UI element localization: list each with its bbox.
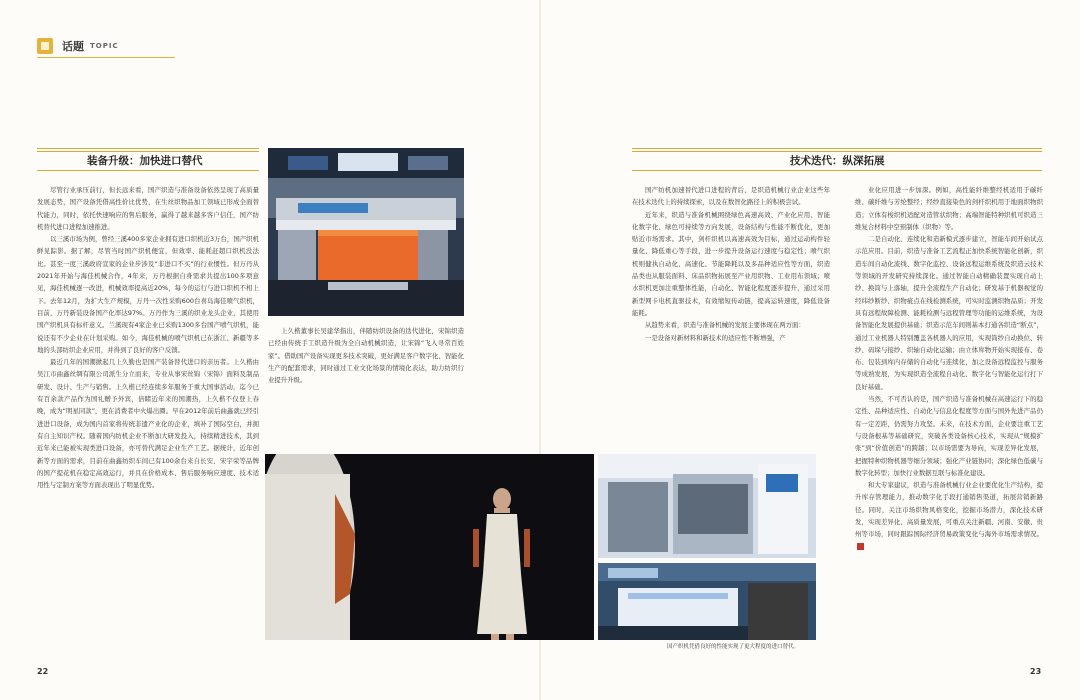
paragraph: 最近几年的国潮掀起几上久勤也是国产装备替代进口的亲历者。上久楷由吴江市曲鑫丝绸有限公司派生分立而来，专业从事宋丝锦（宋锦）面料及制品研发、设计、生产与销售。上久楷已经连续多年服务于重大国事活动，迄今已有百余款产品作为国礼赠予外宾，倍睹近年来的国潮热，上久楷不仅登上春晚，成为“明星同款”，更在消费者中火爆出圈。早在2012年前后曲鑫就已经引进进口设备，成为国内首家将传统非遗产业化的企业，填补了国际空白，并拥有自主知识产权。随着国内纺机企业不断加大研发投入，持续精进技术，其到近年来已能被实现类进口设备，亦可替代满足企业生产工艺。据统计，近年创新等方面的需求，目前在曲鑫纺织车间已有100余台来自长安、宋宇荣等品牌的国产提花机在稳定高效运行，并且在价格成本、售后服务响应速度、技术适用性与定制方案等方面表现出了明显优势。 (37, 358, 259, 490)
paragraph: 近年来，织造与准备机械围绕绿色高速高效、产业化应用、智能化数字化、绿色可持续等方向发展，设备结构与性能不断优化，更加贴近市场需求。其中，剑杆织机以高速高效为目标，通过运动构件轻量化、降低重心等手段，进一步提升设备运行速度与稳定性；喷气织机则健执自动化、高速化、节能降耗以及多品种适应性等方面，织造品类也从服装面料、床品织物拓展至产业用织物、工业用布领域；喷水织机更加注重整体性能，自动化、智能化程度逐步提升，通过采用新型网卡电机直驱技术，有效缩短传动链，提高运转速度，降低设备能耗。 (632, 210, 830, 317)
photo-caption: 国产织机凭借良好的性能实现了更大程度的进口替代。 (667, 644, 800, 650)
page-number-right: 23 (1030, 667, 1042, 676)
left-column-1 (37, 184, 259, 644)
paragraph: 从趋势来看，织造与准备机械的发展主要体现在两方面： (645, 321, 805, 330)
left-section-title: 装备升级：加快进口替代 (87, 155, 203, 167)
header-rule (37, 57, 175, 58)
paragraph-text: 和大专家建议，织造与准备机械行业企业要优化生产结构，提升库存管理能力，推动数字化手段打通销售渠道，拓展营销新路径。同时，关注市场织物风格变化，挖掘市场潜力，深化技术研发，实现差异化、高质量发展，可重点关注新疆、河南、安徽、贵州等市场，同时跟踪国际经济贸易政策变化与海外市场需求情况。 (855, 481, 1043, 539)
runway-photo (265, 454, 594, 640)
factory-illustration-2 (598, 563, 816, 640)
paragraph: 以三溪市场为例，曾经三溪400多家企业拥有进口织机近3万台，国产织机鲜见踪影。据了解，尽管当时国产织机便宜，但效率、能耗赶超口织机没法比。甚至一度三溪政府宣家的企业步涉及“非进口不买”的行业惯性。但万丹从2021年开始与海佳机械合作，4年来，万丹根据自身需求共提出100多项意见，海佳机械逐一改进，机械效率提高近20%，每今的运行与进口织机不相上下。去年12月，为扩大生产规模，万丹一次性采购600台喜岛海佳喷气织机，目前，万丹新装设备国产化率达97%。万丹作为三溪的织业龙头企业，其使用国产织机具有标杆意义。兰溪现有4家企业已采购1300多台国产喷气织机，能说还有不少企业在计划采购。如今，海佳机械的喷气织机已在浙江、新疆等多地的头部纺织企业应用，并得到了良好的客户反馈。 (37, 235, 259, 354)
section-name: 话题 (62, 40, 84, 53)
left-section-heading (37, 148, 259, 166)
paragraph: 国产纺机加速替代进口进程的背后，是织造机械行业企业这些年在技术迭代上的持续探索，以及在数智化路径上的积极尝试。 (632, 186, 830, 207)
left-column-2 (268, 325, 464, 445)
loom-illustration (268, 148, 464, 316)
paragraph: 当然，不可否认的是，国产织造与准备机械在高速运行下的稳定性、品种适应性、自动化与信息化程度等方面与国外先进产品仍有一定差距，仍需努力攻坚。未来，在技术方面，企业要注重工艺与设备根基等基础研究，突破各类设备核心技术，实现从“规模扩张”到“价值创造”的跨越；以市场需要为导向，实现差异化发展，把握特种织物机器等细分领域；强化产业链协同；深化绿色低碳与数字化转型；加快行业数据互联与标准化建设。 (855, 395, 1043, 477)
section-icon (37, 38, 53, 54)
runway-illustration (265, 454, 594, 640)
factory-illustration-1 (598, 454, 816, 558)
right-column-2 (855, 184, 1043, 649)
section-header (37, 38, 119, 54)
paragraph: 业化应用进一步加深。例如，高性能纤维整经机适用于碳纤维、碳纤维与芳纶整经；经纱直接染色的剑杆织机用于地面织物织造；立体有梭织机适配对造管状织物；高端智能特种织机可织造三维复合材料中空预制体（织物）等。 (855, 186, 1043, 231)
end-mark-icon (857, 543, 864, 550)
factory-photo-1 (598, 454, 816, 558)
paragraph (855, 479, 1043, 553)
right-column-1 (632, 184, 830, 434)
loom-photo (268, 148, 464, 316)
right-section-title: 技术迭代：纵深拓展 (790, 155, 885, 167)
paragraph: 一是设备对新材料和新技术的适应性不断增强，产 (645, 333, 786, 342)
paragraph: 上久楷董事长吴建华指出，伴随纺织设备的迭代进化，宋锦织造已经由传统手工织造升级为全自动机械织造，让宋锦“飞入寻常百姓家”。借助国产设备实现更多技术突破，更好满足客户数字化、智能化生产的配套需求，同时通过工业文化场景的情境化表达，助力纺织行业提升升级。 (268, 327, 464, 385)
paragraph: 尽管行业承压前行，但长远来看，国产织造与准备设备依然呈现了高质量发展态势，国产设备凭借高性价比优势，在生丝织物品加工领域已形成全面替代能力，同时，依托快速响应的售后服务，赢得了越来越多客户信任，国产纺机替代进口进程加速推进。 (37, 186, 259, 231)
section-name-en: TOPIC (90, 42, 119, 50)
page-number-left: 22 (37, 667, 49, 676)
right-section-heading (632, 148, 1042, 166)
factory-photo-2 (598, 563, 816, 640)
paragraph: 二是自动化、连续化和造新模式逐步建立，智能车间开始试点示范应用。目前，织造与准备工艺流程正加快系统智能化创新，织造车间自动化流线、数字化监控、设备远程运维系统及织造云技术等领域的开发研究持续深化。通过智能自动精确装置实现自动上纱、换筒与上落轴，提升全流程生产自动化；研发基于机器视觉的经纬纱断纱、织物疵点在线检测系统，可实时监测织物品质；开发具有远程故障检测、能耗检测与远程管理等功能的运维系统，为设备智能化发展提供基础；织造示范车间则基本打通各织造“断点”，通过工业机器人特别覆盖各机器人的应用，实现筒纱自动换位、转纱、码垛与接纱、织轴自动化运输；由立体库物开始实现接布、卷布、包装到库内存储的自动化与连续化，加之设备远程监控与服务等成熟发展，为实现织造全流程自动化、数字化与智能化运行打下良好基础。 (855, 235, 1043, 391)
